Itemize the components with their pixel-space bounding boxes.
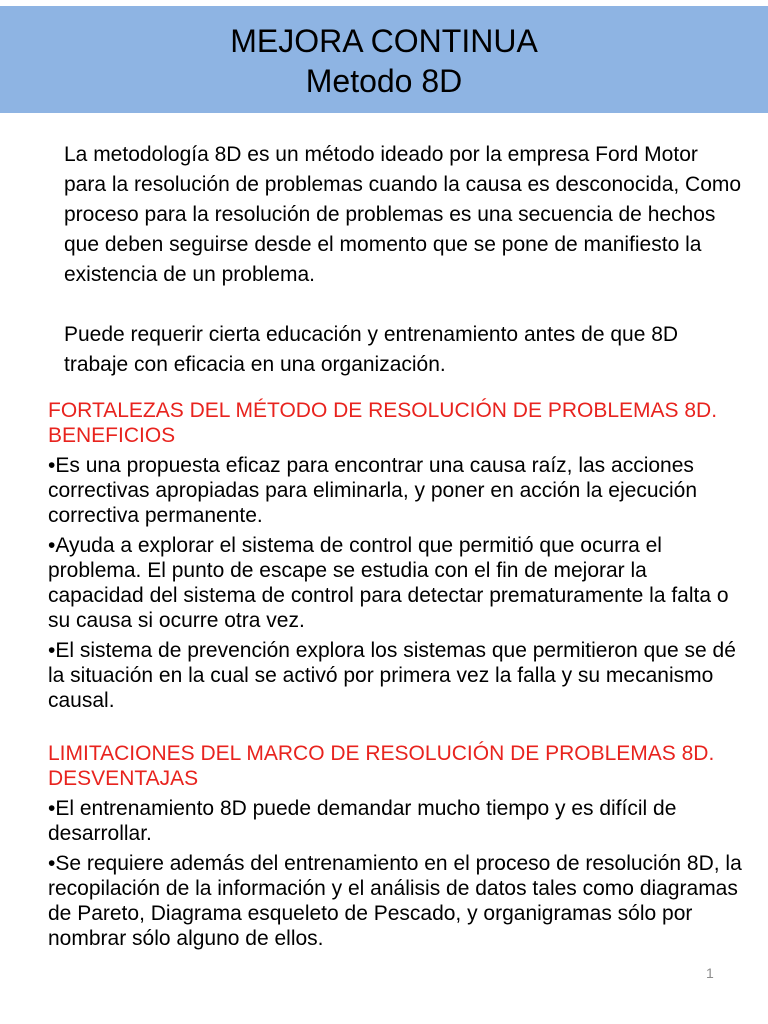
limitation-bullet: •El entrenamiento 8D puede demandar mucho tiempo y es difícil de desarrollar. [48, 797, 677, 845]
slide-title: MEJORA CONTINUA [230, 23, 538, 59]
strength-bullet: •Es una propuesta eficaz para encontrar una causa raíz, las acciones correctivas apropiadas para eliminarla, y poner en acción la ejecución correctiva permanente. [48, 454, 698, 527]
page-number: 1 [706, 965, 714, 981]
content-section [48, 398, 748, 951]
slide-title-bar [0, 6, 768, 113]
limitations-heading: LIMITACIONES DEL MARCO DE RESOLUCIÓN DE PROBLEMAS 8D. DESVENTAJAS [48, 742, 715, 790]
intro-section [64, 140, 744, 380]
intro-paragraph-2: Puede requerir cierta educación y entrenamiento antes de que 8D trabaje con eficacia en una organización. [64, 323, 679, 376]
strength-bullet: •El sistema de prevención explora los sistemas que permitieron que se dé la situación en la cual se activó por primera vez la falla y su mecanismo causal. [48, 639, 736, 712]
strengths-heading: FORTALEZAS DEL MÉTODO DE RESOLUCIÓN DE PROBLEMAS 8D. BENEFICIOS [48, 399, 718, 447]
limitation-bullet: •Se requiere además del entrenamiento en el proceso de resolución 8D, la recopilación de la información y el análisis de datos tales como diagramas de Pareto, Diagrama esqueleto de Pescado, y organigramas sólo por nombrar sólo alguno de ellos. [48, 852, 742, 950]
intro-paragraph-1: La metodología 8D es un método ideado por la empresa Ford Motor para la resolución de problemas cuando la causa es desconocida, Como proceso para la resolución de problemas es una secuencia de hechos que deben seguirse desde el momento que se pone de manifiesto la existencia de un problema. [64, 143, 742, 286]
strength-bullet: •Ayuda a explorar el sistema de control que permitió que ocurra el problema. El punto de escape se estudia con el fin de mejorar la capacidad del sistema de control para detectar prematuramente la falta o su causa si ocurre otra vez. [48, 534, 729, 632]
slide-subtitle: Metodo 8D [305, 63, 463, 99]
